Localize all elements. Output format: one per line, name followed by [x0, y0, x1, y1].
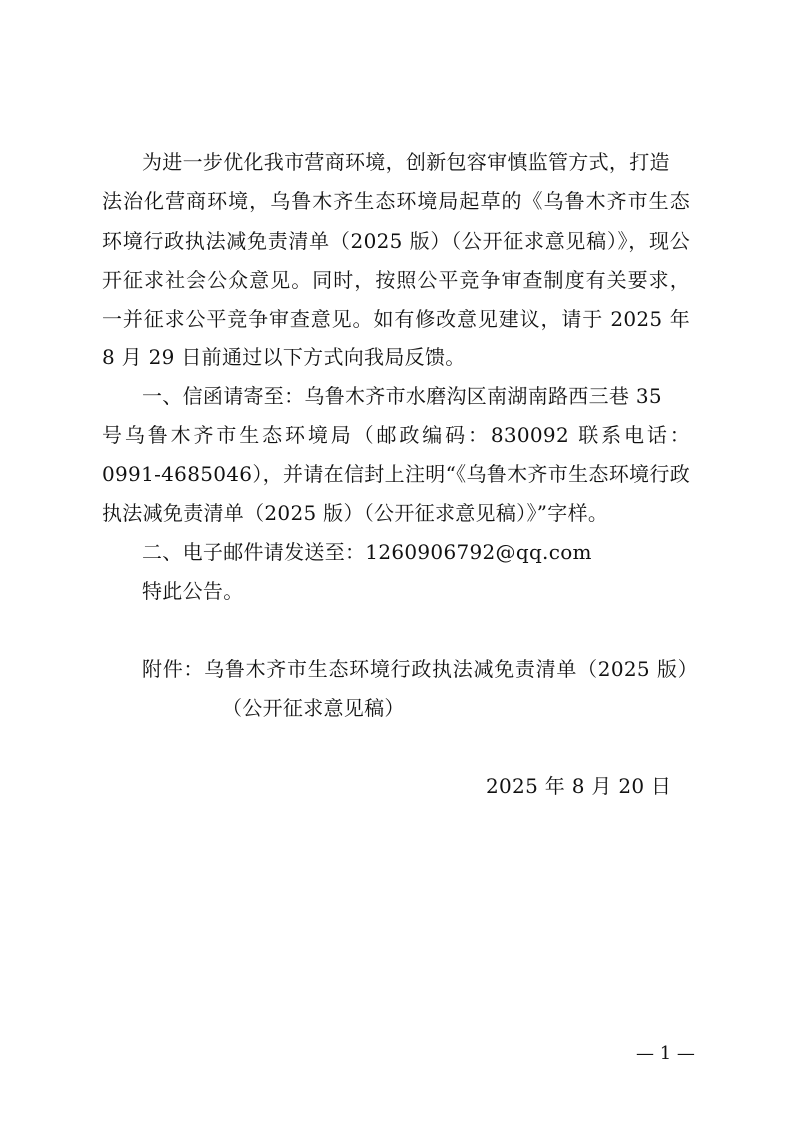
attachment-title-line-2: （公开征求意见稿） — [222, 696, 405, 720]
page-number: — 1 — — [636, 1043, 695, 1064]
publication-date: 2025 年 8 月 20 日 — [486, 774, 672, 798]
closing-line: 特此公告。 — [142, 579, 244, 603]
notice-line-6: 8 月 29 日前通过以下方式向我局反馈。 — [102, 345, 466, 369]
mail-address-line-2: 号乌鲁木齐市生态环境局（邮政编码：830092 联系电话： — [102, 423, 690, 447]
attachment-title-line-1: 附件：乌鲁木齐市生态环境行政执法减免责清单（2025 版） — [142, 657, 698, 681]
mail-address-line-4: 执法减免责清单（2025 版）（公开征求意见稿）》”字样。 — [102, 501, 609, 525]
notice-line-2: 法治化营商环境，乌鲁木齐生态环境局起草的《乌鲁木齐市生态 — [102, 189, 690, 213]
mail-address-line-3: 0991-4685046），并请在信封上注明“《乌鲁木齐市生态环境行政 — [102, 462, 690, 486]
notice-line-5: 一并征求公平竞争审查意见。如有修改意见建议，请于 2025 年 — [102, 307, 690, 331]
notice-line-4: 开征求社会公众意见。同时，按照公平竞争审查制度有关要求， — [102, 268, 690, 292]
notice-line-3: 环境行政执法减免责清单（2025 版）（公开征求意见稿）》，现公 — [102, 229, 690, 253]
notice-line-1: 为进一步优化我市营商环境，创新包容审慎监管方式，打造 — [142, 150, 670, 174]
email-line: 二、电子邮件请发送至：1260906792@qq.com — [142, 540, 592, 564]
mail-address-line-1: 一、信函请寄至：乌鲁木齐市水磨沟区南湖南路西三巷 35 — [142, 384, 662, 408]
